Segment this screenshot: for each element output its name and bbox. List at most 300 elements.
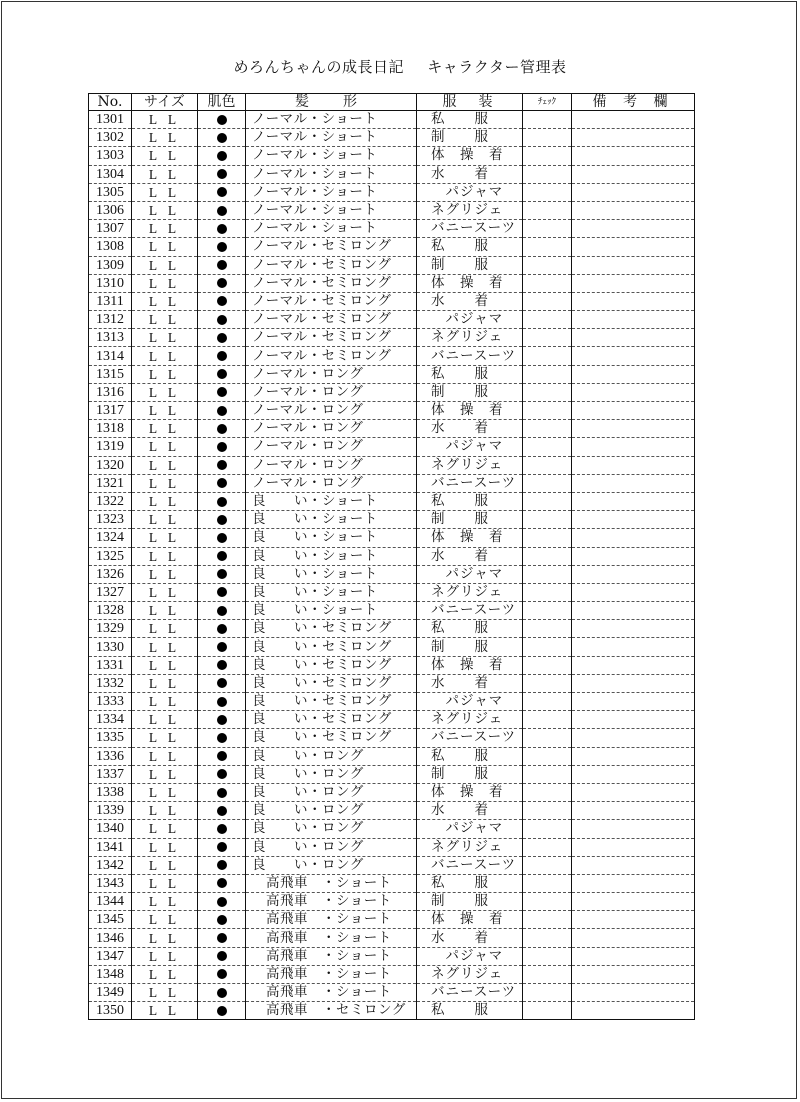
cell-notes[interactable] <box>572 274 695 292</box>
title-main: めろんちゃんの成長日記 <box>233 58 405 76</box>
cell-size: L L <box>132 402 198 420</box>
cell-size: L L <box>132 147 198 165</box>
table-row <box>89 911 695 929</box>
cell-skin <box>198 783 246 801</box>
cell-skin <box>198 420 246 438</box>
cell-notes[interactable] <box>572 765 695 783</box>
skin-dot-icon <box>217 860 227 870</box>
cell-skin <box>198 111 246 129</box>
cell-notes[interactable] <box>572 856 695 874</box>
cell-size: L L <box>132 238 198 256</box>
cell-check[interactable] <box>523 329 572 347</box>
skin-dot-icon <box>217 697 227 707</box>
cell-check[interactable] <box>523 674 572 692</box>
table-row <box>89 656 695 674</box>
cell-check[interactable] <box>523 201 572 219</box>
cell-skin <box>198 984 246 1002</box>
cell-clothes: 体 操 着 <box>417 911 523 929</box>
cell-notes[interactable] <box>572 529 695 547</box>
cell-check[interactable] <box>523 311 572 329</box>
cell-skin <box>198 311 246 329</box>
cell-notes[interactable] <box>572 565 695 583</box>
skin-dot-icon <box>217 315 227 325</box>
cell-hair: ノーマル・セミロング <box>246 329 417 347</box>
table-row <box>89 129 695 147</box>
cell-notes[interactable] <box>572 129 695 147</box>
skin-dot-icon <box>217 497 227 507</box>
cell-hair: 良 い・ショート <box>246 565 417 583</box>
table-row <box>89 820 695 838</box>
cell-clothes: 私 服 <box>417 492 523 510</box>
cell-notes[interactable] <box>572 365 695 383</box>
cell-skin <box>198 765 246 783</box>
cell-size: L L <box>132 929 198 947</box>
cell-no: 1332 <box>89 674 132 692</box>
cell-skin <box>198 911 246 929</box>
cell-notes[interactable] <box>572 511 695 529</box>
cell-clothes: 私 服 <box>417 365 523 383</box>
cell-size: L L <box>132 365 198 383</box>
cell-hair: ノーマル・セミロング <box>246 311 417 329</box>
cell-clothes: 制 服 <box>417 383 523 401</box>
cell-check[interactable] <box>523 292 572 310</box>
cell-notes[interactable] <box>572 292 695 310</box>
cell-notes[interactable] <box>572 147 695 165</box>
cell-clothes: 水 着 <box>417 165 523 183</box>
cell-hair: ノーマル・ショート <box>246 220 417 238</box>
cell-clothes: 水 着 <box>417 292 523 310</box>
cell-no: 1325 <box>89 547 132 565</box>
cell-check[interactable] <box>523 765 572 783</box>
cell-clothes: バニースーツ <box>417 729 523 747</box>
cell-clothes: ネグリジェ <box>417 201 523 219</box>
cell-size: L L <box>132 111 198 129</box>
skin-dot-icon <box>217 551 227 561</box>
skin-dot-icon <box>217 115 227 125</box>
cell-no: 1330 <box>89 638 132 656</box>
cell-check[interactable] <box>523 620 572 638</box>
cell-notes[interactable] <box>572 347 695 365</box>
cell-notes[interactable] <box>572 747 695 765</box>
cell-skin <box>198 492 246 510</box>
cell-size: L L <box>132 674 198 692</box>
skin-dot-icon <box>217 533 227 543</box>
cell-check[interactable] <box>523 238 572 256</box>
cell-clothes: パジャマ <box>417 947 523 965</box>
cell-no: 1328 <box>89 602 132 620</box>
cell-no: 1345 <box>89 911 132 929</box>
cell-hair: 良 い・セミロング <box>246 693 417 711</box>
cell-clothes: パジャマ <box>417 820 523 838</box>
table-row <box>89 638 695 656</box>
cell-clothes: 私 服 <box>417 874 523 892</box>
cell-check[interactable] <box>523 820 572 838</box>
cell-notes[interactable] <box>572 111 695 129</box>
cell-check[interactable] <box>523 365 572 383</box>
cell-skin <box>198 620 246 638</box>
cell-check[interactable] <box>523 802 572 820</box>
cell-notes[interactable] <box>572 474 695 492</box>
cell-size: L L <box>132 874 198 892</box>
table-row <box>89 402 695 420</box>
cell-notes[interactable] <box>572 1002 695 1020</box>
cell-notes[interactable] <box>572 456 695 474</box>
cell-clothes: 体 操 着 <box>417 656 523 674</box>
cell-check[interactable] <box>523 965 572 983</box>
cell-skin <box>198 729 246 747</box>
table-row <box>89 856 695 874</box>
cell-clothes: 水 着 <box>417 929 523 947</box>
skin-dot-icon <box>217 424 227 434</box>
cell-check[interactable] <box>523 838 572 856</box>
cell-clothes: 私 服 <box>417 111 523 129</box>
cell-hair: 良 い・ロング <box>246 838 417 856</box>
cell-size: L L <box>132 220 198 238</box>
cell-check[interactable] <box>523 347 572 365</box>
cell-notes[interactable] <box>572 583 695 601</box>
cell-skin <box>198 747 246 765</box>
cell-notes[interactable] <box>572 311 695 329</box>
cell-hair: 良 い・ショート <box>246 492 417 510</box>
table-row <box>89 183 695 201</box>
cell-no: 1337 <box>89 765 132 783</box>
cell-notes[interactable] <box>572 238 695 256</box>
cell-notes[interactable] <box>572 874 695 892</box>
cell-check[interactable] <box>523 111 572 129</box>
table-row <box>89 474 695 492</box>
cell-check[interactable] <box>523 729 572 747</box>
cell-notes[interactable] <box>572 220 695 238</box>
table-row <box>89 765 695 783</box>
cell-notes[interactable] <box>572 893 695 911</box>
cell-notes[interactable] <box>572 965 695 983</box>
cell-hair: 良 い・ショート <box>246 602 417 620</box>
cell-size: L L <box>132 456 198 474</box>
cell-skin <box>198 238 246 256</box>
cell-check[interactable] <box>523 893 572 911</box>
cell-check[interactable] <box>523 747 572 765</box>
cell-check[interactable] <box>523 274 572 292</box>
cell-skin <box>198 183 246 201</box>
skin-dot-icon <box>217 296 227 306</box>
cell-clothes: パジャマ <box>417 565 523 583</box>
cell-skin <box>198 165 246 183</box>
cell-notes[interactable] <box>572 329 695 347</box>
cell-notes[interactable] <box>572 438 695 456</box>
cell-no: 1302 <box>89 129 132 147</box>
cell-notes[interactable] <box>572 674 695 692</box>
cell-notes[interactable] <box>572 711 695 729</box>
skin-dot-icon <box>217 606 227 616</box>
cell-skin <box>198 602 246 620</box>
header-row <box>89 94 695 111</box>
table-row <box>89 529 695 547</box>
cell-hair: ノーマル・セミロング <box>246 256 417 274</box>
cell-size: L L <box>132 183 198 201</box>
cell-size: L L <box>132 438 198 456</box>
table-row <box>89 583 695 601</box>
cell-check[interactable] <box>523 438 572 456</box>
table-row <box>89 602 695 620</box>
cell-skin <box>198 511 246 529</box>
cell-hair: 高飛車 ・ショート <box>246 947 417 965</box>
cell-size: L L <box>132 820 198 838</box>
page-title <box>0 56 800 77</box>
cell-check[interactable] <box>523 147 572 165</box>
cell-notes[interactable] <box>572 947 695 965</box>
table-row <box>89 620 695 638</box>
cell-hair: 良 い・ショート <box>246 511 417 529</box>
cell-check[interactable] <box>523 547 572 565</box>
cell-check[interactable] <box>523 511 572 529</box>
cell-skin <box>198 965 246 983</box>
cell-check[interactable] <box>523 984 572 1002</box>
cell-hair: 高飛車 ・セミロング <box>246 1002 417 1020</box>
cell-skin <box>198 402 246 420</box>
table-row <box>89 565 695 583</box>
cell-no: 1324 <box>89 529 132 547</box>
cell-check[interactable] <box>523 693 572 711</box>
cell-size: L L <box>132 329 198 347</box>
cell-size: L L <box>132 638 198 656</box>
cell-size: L L <box>132 711 198 729</box>
cell-check[interactable] <box>523 783 572 801</box>
cell-clothes: 体 操 着 <box>417 274 523 292</box>
cell-size: L L <box>132 656 198 674</box>
cell-hair: 良 い・ロング <box>246 747 417 765</box>
table-row <box>89 838 695 856</box>
cell-skin <box>198 292 246 310</box>
cell-clothes: 体 操 着 <box>417 147 523 165</box>
cell-hair: 高飛車 ・ショート <box>246 893 417 911</box>
cell-size: L L <box>132 911 198 929</box>
cell-size: L L <box>132 383 198 401</box>
cell-skin <box>198 802 246 820</box>
cell-size: L L <box>132 620 198 638</box>
cell-no: 1350 <box>89 1002 132 1020</box>
cell-no: 1303 <box>89 147 132 165</box>
cell-notes[interactable] <box>572 783 695 801</box>
cell-check[interactable] <box>523 256 572 274</box>
cell-notes[interactable] <box>572 838 695 856</box>
header-clothes: 服 装 <box>417 94 523 111</box>
cell-check[interactable] <box>523 456 572 474</box>
cell-skin <box>198 129 246 147</box>
cell-clothes: ネグリジェ <box>417 711 523 729</box>
cell-hair: 良 い・ショート <box>246 547 417 565</box>
table-row <box>89 165 695 183</box>
cell-no: 1333 <box>89 693 132 711</box>
cell-notes[interactable] <box>572 165 695 183</box>
skin-dot-icon <box>217 569 227 579</box>
cell-check[interactable] <box>523 474 572 492</box>
cell-skin <box>198 1002 246 1020</box>
cell-skin <box>198 674 246 692</box>
skin-dot-icon <box>217 933 227 943</box>
cell-clothes: パジャマ <box>417 438 523 456</box>
cell-size: L L <box>132 729 198 747</box>
cell-check[interactable] <box>523 602 572 620</box>
cell-no: 1305 <box>89 183 132 201</box>
title-sub: キャラクター管理表 <box>427 58 567 76</box>
cell-check[interactable] <box>523 656 572 674</box>
cell-check[interactable] <box>523 129 572 147</box>
cell-no: 1326 <box>89 565 132 583</box>
table-row <box>89 456 695 474</box>
table-row <box>89 383 695 401</box>
cell-hair: 良 い・ロング <box>246 765 417 783</box>
cell-size: L L <box>132 420 198 438</box>
cell-no: 1329 <box>89 620 132 638</box>
cell-hair: ノーマル・セミロング <box>246 274 417 292</box>
cell-notes[interactable] <box>572 420 695 438</box>
skin-dot-icon <box>217 478 227 488</box>
cell-notes[interactable] <box>572 183 695 201</box>
table-row <box>89 693 695 711</box>
cell-notes[interactable] <box>572 492 695 510</box>
cell-check[interactable] <box>523 711 572 729</box>
cell-check[interactable] <box>523 565 572 583</box>
cell-skin <box>198 929 246 947</box>
skin-dot-icon <box>217 442 227 452</box>
cell-check[interactable] <box>523 402 572 420</box>
cell-notes[interactable] <box>572 620 695 638</box>
cell-size: L L <box>132 1002 198 1020</box>
cell-size: L L <box>132 201 198 219</box>
cell-clothes: 水 着 <box>417 802 523 820</box>
cell-notes[interactable] <box>572 729 695 747</box>
cell-notes[interactable] <box>572 656 695 674</box>
cell-notes[interactable] <box>572 929 695 947</box>
skin-dot-icon <box>217 951 227 961</box>
cell-clothes: 体 操 着 <box>417 402 523 420</box>
cell-notes[interactable] <box>572 256 695 274</box>
cell-no: 1304 <box>89 165 132 183</box>
cell-hair: ノーマル・ロング <box>246 402 417 420</box>
cell-check[interactable] <box>523 420 572 438</box>
cell-no: 1301 <box>89 111 132 129</box>
cell-size: L L <box>132 311 198 329</box>
skin-dot-icon <box>217 678 227 688</box>
cell-no: 1311 <box>89 292 132 310</box>
cell-check[interactable] <box>523 165 572 183</box>
skin-dot-icon <box>217 587 227 597</box>
cell-no: 1322 <box>89 492 132 510</box>
skin-dot-icon <box>217 660 227 670</box>
table-row <box>89 365 695 383</box>
cell-check[interactable] <box>523 583 572 601</box>
cell-skin <box>198 147 246 165</box>
skin-dot-icon <box>217 824 227 834</box>
cell-hair: 良 い・ショート <box>246 529 417 547</box>
cell-check[interactable] <box>523 947 572 965</box>
cell-hair: ノーマル・ロング <box>246 438 417 456</box>
cell-check[interactable] <box>523 911 572 929</box>
cell-check[interactable] <box>523 1002 572 1020</box>
cell-clothes: 制 服 <box>417 638 523 656</box>
cell-hair: 良 い・ショート <box>246 583 417 601</box>
cell-check[interactable] <box>523 183 572 201</box>
cell-notes[interactable] <box>572 693 695 711</box>
cell-notes[interactable] <box>572 638 695 656</box>
cell-hair: 良 い・セミロング <box>246 620 417 638</box>
cell-check[interactable] <box>523 383 572 401</box>
header-notes: 備 考 欄 <box>572 94 695 111</box>
cell-notes[interactable] <box>572 383 695 401</box>
cell-notes[interactable] <box>572 911 695 929</box>
cell-no: 1334 <box>89 711 132 729</box>
cell-clothes: パジャマ <box>417 693 523 711</box>
cell-skin <box>198 220 246 238</box>
skin-dot-icon <box>217 788 227 798</box>
cell-no: 1344 <box>89 893 132 911</box>
cell-size: L L <box>132 747 198 765</box>
cell-notes[interactable] <box>572 820 695 838</box>
cell-check[interactable] <box>523 929 572 947</box>
cell-clothes: ネグリジェ <box>417 583 523 601</box>
cell-notes[interactable] <box>572 201 695 219</box>
cell-check[interactable] <box>523 638 572 656</box>
header-size: サイズ <box>132 94 198 111</box>
cell-size: L L <box>132 274 198 292</box>
cell-check[interactable] <box>523 220 572 238</box>
cell-check[interactable] <box>523 492 572 510</box>
skin-dot-icon <box>217 278 227 288</box>
cell-no: 1309 <box>89 256 132 274</box>
skin-dot-icon <box>217 333 227 343</box>
table-row <box>89 802 695 820</box>
table-row <box>89 438 695 456</box>
cell-size: L L <box>132 856 198 874</box>
cell-clothes: バニースーツ <box>417 602 523 620</box>
header-no: No. <box>89 94 132 111</box>
cell-notes[interactable] <box>572 984 695 1002</box>
cell-skin <box>198 711 246 729</box>
table-row <box>89 947 695 965</box>
table-row <box>89 420 695 438</box>
cell-skin <box>198 820 246 838</box>
cell-skin <box>198 583 246 601</box>
cell-notes[interactable] <box>572 602 695 620</box>
table-row <box>89 783 695 801</box>
cell-check[interactable] <box>523 529 572 547</box>
table-row <box>89 874 695 892</box>
cell-no: 1318 <box>89 420 132 438</box>
cell-hair: 高飛車 ・ショート <box>246 874 417 892</box>
table-row <box>89 329 695 347</box>
cell-hair: 高飛車 ・ショート <box>246 984 417 1002</box>
cell-clothes: 制 服 <box>417 893 523 911</box>
cell-check[interactable] <box>523 856 572 874</box>
cell-check[interactable] <box>523 874 572 892</box>
cell-skin <box>198 256 246 274</box>
skin-dot-icon <box>217 151 227 161</box>
cell-size: L L <box>132 602 198 620</box>
cell-notes[interactable] <box>572 547 695 565</box>
cell-skin <box>198 656 246 674</box>
cell-size: L L <box>132 984 198 1002</box>
cell-notes[interactable] <box>572 402 695 420</box>
cell-clothes: バニースーツ <box>417 347 523 365</box>
cell-clothes: バニースーツ <box>417 856 523 874</box>
header-hair: 髪 形 <box>246 94 417 111</box>
cell-no: 1342 <box>89 856 132 874</box>
table-row <box>89 111 695 129</box>
cell-hair: ノーマル・ショート <box>246 111 417 129</box>
cell-clothes: 私 服 <box>417 747 523 765</box>
cell-notes[interactable] <box>572 802 695 820</box>
cell-size: L L <box>132 565 198 583</box>
